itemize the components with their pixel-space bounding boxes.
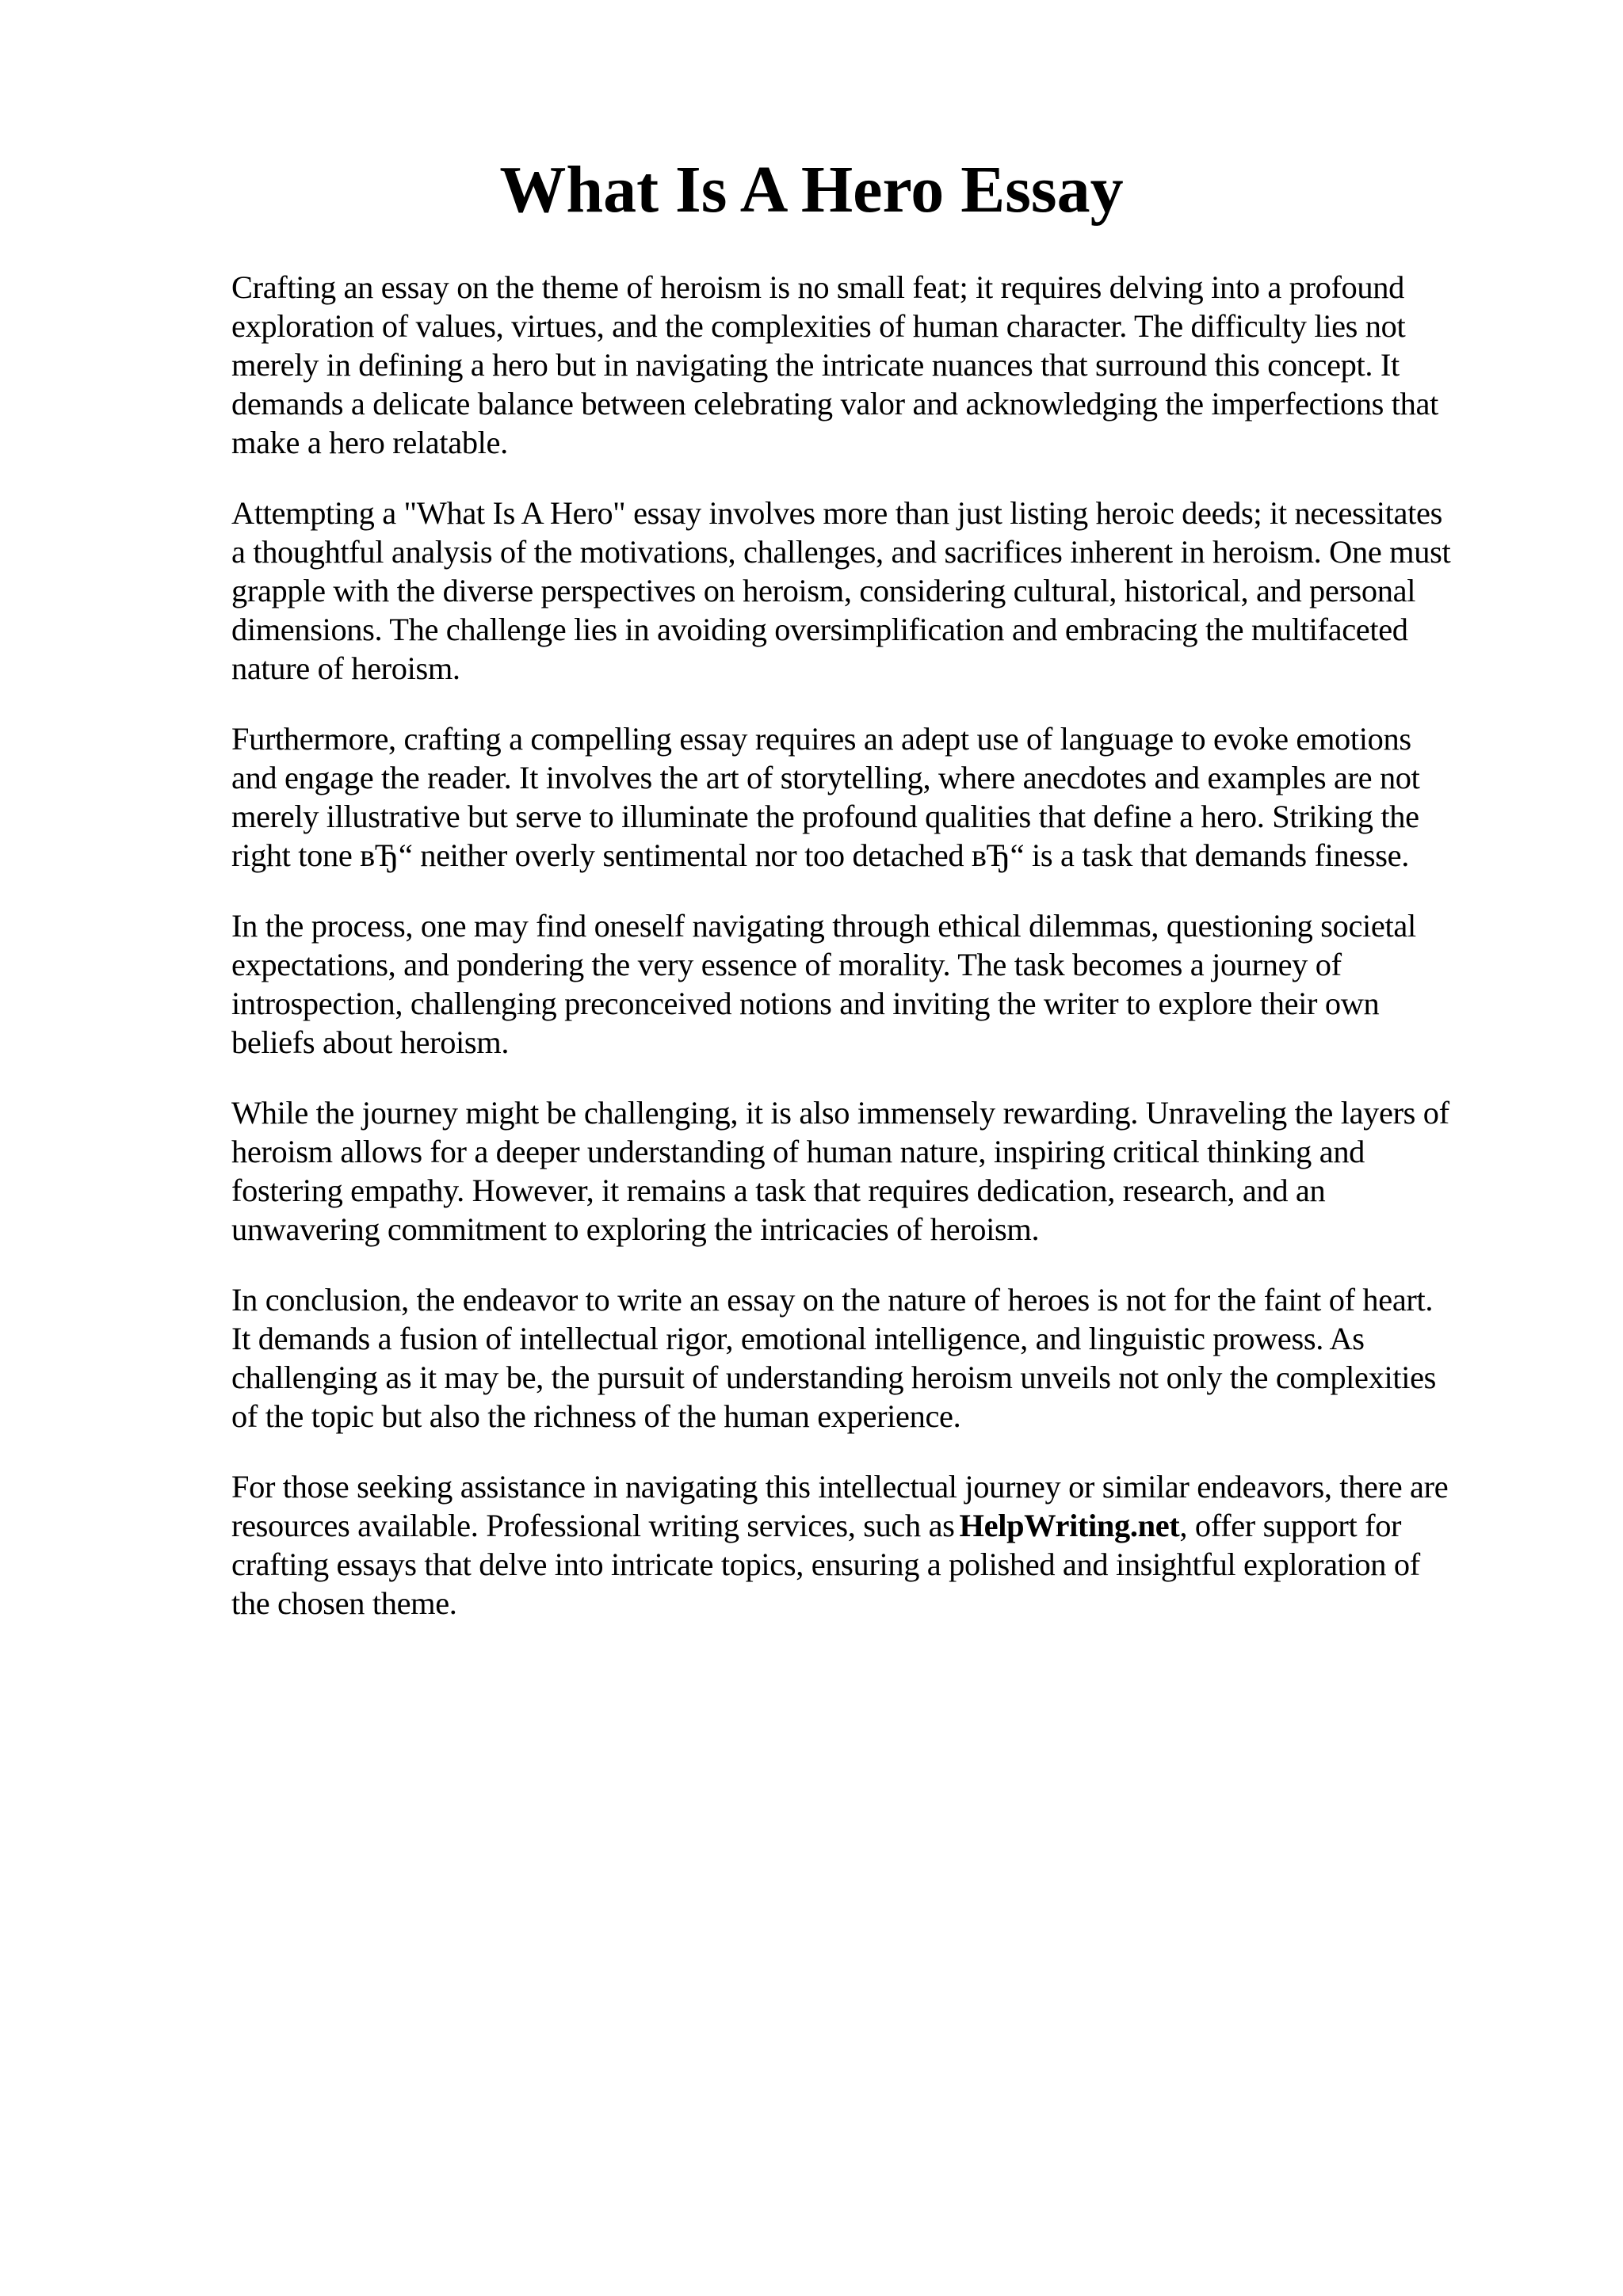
text-line: Furthermore, crafting a compelling essay requires an adept use of language to evoke emotions	[231, 721, 1411, 757]
text-line: of the topic but also the richness of the human experience.	[231, 1398, 961, 1434]
text-line: merely in defining a hero but in navigating the intricate nuances that surround this concept. It	[231, 347, 1400, 383]
text-line: right tone вЂ“ neither overly sentimental nor too detached вЂ“ is a task that demands finesse.	[231, 837, 1409, 873]
text-line: While the journey might be challenging, it is also immensely rewarding. Unraveling the layers of	[231, 1095, 1449, 1131]
text-line: merely illustrative but serve to illuminate the profound qualities that define a hero. Striking the	[231, 799, 1419, 834]
paragraph-4	[231, 906, 1531, 1062]
text-line: challenging as it may be, the pursuit of understanding heroism unveils not only the complexities	[231, 1360, 1437, 1395]
text-line: a thoughtful analysis of the motivations, challenges, and sacrifices inherent in heroism. One must	[231, 534, 1451, 570]
paragraph-7	[231, 1467, 1531, 1623]
text-line: In conclusion, the endeavor to write an essay on the nature of heroes is not for the faint of heart.	[231, 1282, 1434, 1318]
paragraph-2	[231, 494, 1531, 688]
paragraph-3	[231, 719, 1531, 875]
text-line: heroism allows for a deeper understanding of human nature, inspiring critical thinking and	[231, 1134, 1365, 1169]
text-line: Attempting a "What Is A Hero" essay involves more than just listing heroic deeds; it necessitates	[231, 495, 1442, 531]
text-fragment: resources available. Professional writing services, such as	[231, 1508, 955, 1543]
text-fragment: , offer support for	[1179, 1508, 1402, 1543]
text-line: grapple with the diverse perspectives on heroism, considering cultural, historical, and personal	[231, 573, 1416, 608]
text-line: unwavering commitment to exploring the intricacies of heroism.	[231, 1211, 1040, 1247]
text-line: Crafting an essay on the theme of heroism is no small feat; it requires delving into a profound	[231, 269, 1404, 305]
text-line: For those seeking assistance in navigating this intellectual journey or similar endeavors, there are	[231, 1469, 1449, 1505]
text-line: beliefs about heroism.	[231, 1024, 510, 1060]
text-line: In the process, one may find oneself navigating through ethical dilemmas, questioning societal	[231, 908, 1416, 944]
helpwriting-link[interactable]: HelpWriting.net	[959, 1508, 1180, 1543]
text-line: make a hero relatable.	[231, 425, 508, 460]
text-line: and engage the reader. It involves the art of storytelling, where anecdotes and examples are not	[231, 760, 1420, 795]
text-line: fostering empathy. However, it remains a task that requires dedication, research, and an	[231, 1173, 1326, 1208]
paragraph-6	[231, 1280, 1531, 1436]
text-line: nature of heroism.	[231, 650, 460, 686]
text-line: It demands a fusion of intellectual rigor, emotional intelligence, and linguistic prowess. As	[231, 1321, 1365, 1356]
paragraph-1	[231, 268, 1531, 462]
essay-body	[231, 268, 1531, 1654]
page-title: What Is A Hero Essay	[499, 153, 1124, 227]
paragraph-5	[231, 1093, 1531, 1249]
text-line: demands a delicate balance between celebrating valor and acknowledging the imperfections that	[231, 386, 1438, 421]
text-line-with-link	[231, 1506, 1531, 1545]
text-line: expectations, and pondering the very essence of morality. The task becomes a journey of	[231, 947, 1342, 982]
text-line: exploration of values, virtues, and the complexities of human character. The difficulty lies not	[231, 308, 1406, 344]
text-line: dimensions. The challenge lies in avoiding oversimplification and embracing the multifaceted	[231, 612, 1408, 647]
text-line: introspection, challenging preconceived notions and inviting the writer to explore their own	[231, 986, 1380, 1021]
text-line: crafting essays that delve into intricate topics, ensuring a polished and insightful exploration of	[231, 1547, 1420, 1582]
text-line: the chosen theme.	[231, 1585, 457, 1621]
